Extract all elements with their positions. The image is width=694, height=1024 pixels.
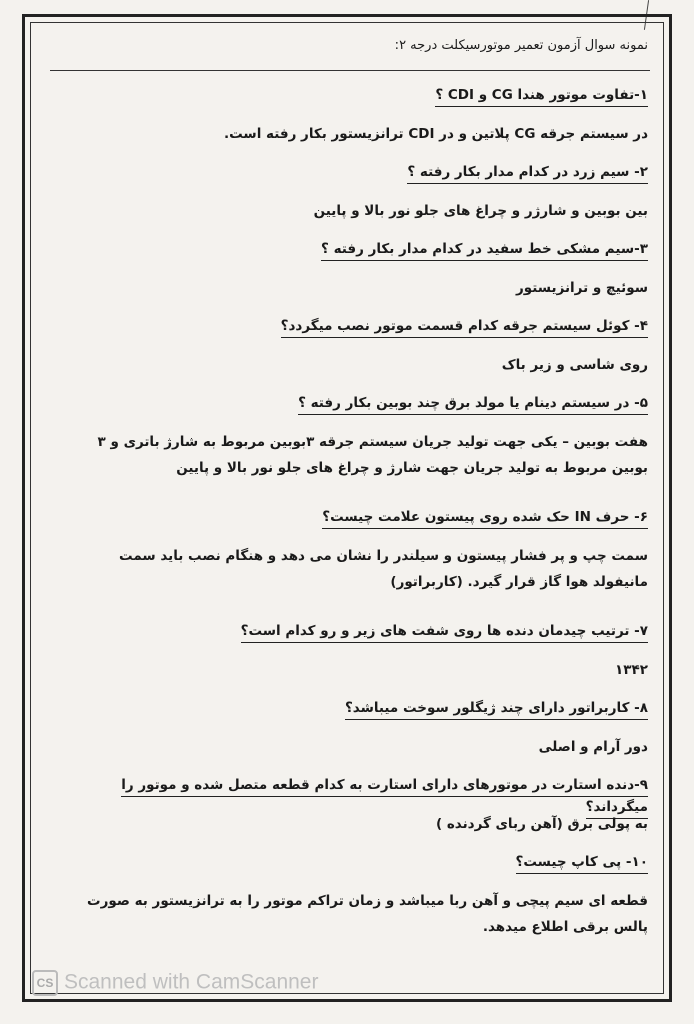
answer-10: قطعه ای سیم پیچی و آهن ربا میباشد و زمان تراکم موتور را به ترانزیستور به صورت پالس برقی اطلاع میدهد. <box>87 893 648 935</box>
question-2: ۲- سیم زرد در کدام مدار بکار رفته ؟ <box>60 161 648 198</box>
watermark-text: Scanned with CamScanner <box>64 970 319 994</box>
answer-2: بین بوبین و شارژر و چراغ های جلو نور بالا و پایین <box>313 203 648 219</box>
answer-1: در سیستم جرقه CG پلاتین و در CDI ترانزیستور بکار رفته است. <box>224 126 648 142</box>
title-divider <box>50 70 650 71</box>
qa-list <box>60 84 648 940</box>
answer-7: ۱۳۴۲ <box>615 662 648 678</box>
answer-4: روی شاسی و زیر باک <box>501 357 648 373</box>
answer-8: دور آرام و اصلی <box>538 739 648 755</box>
camscanner-watermark <box>32 970 318 996</box>
question-3: ۳-سیم مشکی خط سفید در کدام مدار بکار رفته ؟ <box>60 238 648 275</box>
answer-3: سوئیچ و ترانزیستور <box>516 280 648 296</box>
answer-5: هفت بوبین – یکی جهت تولید جریان سیستم جرقه ۳بوبین مربوط به شارژ باتری و ۳ بوبین مربوط به تولید جریان جهت شارژ و چراغ های جلو نور بالا و پایین <box>97 434 648 476</box>
answer-6: سمت چپ و پر فشار پیستون و سیلندر را نشان می دهد و هنگام نصب باید سمت مانیفولد هوا گاز قرار گیرد. (کاربراتور) <box>119 548 648 590</box>
question-6: ۶- حرف IN حک شده روی پیستون علامت چیست؟ <box>60 506 648 543</box>
question-4: ۴- کوئل سیستم جرقه کدام قسمت موتور نصب میگردد؟ <box>60 315 648 352</box>
question-7: ۷- ترتیب چیدمان دنده ها روی شفت های زیر و رو کدام است؟ <box>60 620 648 657</box>
question-1: ۱-تفاوت موتور هندا CG و CDI ؟ <box>60 84 648 121</box>
question-8: ۸- کاربراتور دارای چند ژیگلور سوخت میباشد؟ <box>60 697 648 734</box>
answer-9: به پولی برق (آهن ربای گردنده ) <box>435 816 648 832</box>
camscanner-logo-icon: CS <box>32 970 58 996</box>
question-9: ۹-دنده استارت در موتورهای دارای استارت به کدام قطعه متصل شده و موتور را میگرداند؟ <box>60 774 648 811</box>
question-5: ۵- در سیستم دینام یا مولد برق چند بوبین بکار رفته ؟ <box>60 392 648 429</box>
question-10: ۱۰- پی کاپ چیست؟ <box>60 851 648 888</box>
page-title: نمونه سوال آزمون تعمیر موتورسیکلت درجه ۲: <box>394 38 648 53</box>
